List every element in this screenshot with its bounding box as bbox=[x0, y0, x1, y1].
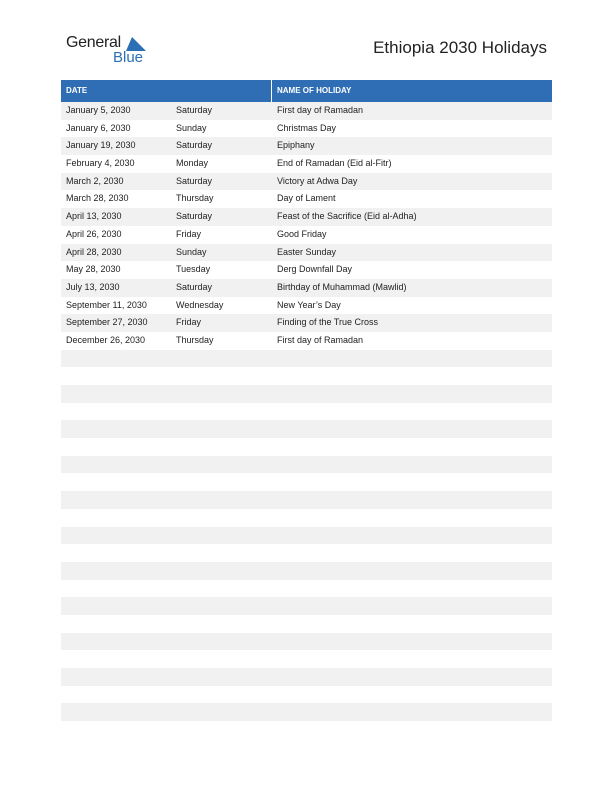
holiday-name: First day of Ramadan bbox=[277, 105, 364, 115]
empty-table-row bbox=[61, 544, 552, 562]
holiday-weekday: Sunday bbox=[176, 122, 207, 133]
table-row bbox=[61, 314, 552, 332]
empty-table-row bbox=[61, 580, 552, 598]
holiday-date: January 5, 2030 bbox=[66, 105, 131, 115]
holiday-weekday: Friday bbox=[176, 317, 202, 328]
holiday-date: September 27, 2030 bbox=[66, 317, 148, 328]
holiday-table bbox=[61, 80, 552, 721]
holiday-weekday: Friday bbox=[176, 228, 202, 239]
holiday-name: Christmas Day bbox=[277, 122, 337, 133]
header-divider bbox=[271, 80, 272, 102]
table-row bbox=[61, 297, 552, 315]
holiday-name: Derg Downfall Day bbox=[277, 264, 353, 275]
empty-table-row bbox=[61, 491, 552, 509]
holiday-name: Good Friday bbox=[277, 228, 327, 239]
table-row bbox=[61, 137, 552, 155]
page-title: Ethiopia 2030 Holidays bbox=[373, 38, 547, 57]
empty-table-row bbox=[61, 668, 552, 686]
holiday-weekday: Thursday bbox=[176, 193, 214, 204]
holiday-weekday: Sunday bbox=[176, 246, 207, 257]
holiday-weekday: Wednesday bbox=[176, 299, 224, 310]
holiday-name: First day of Ramadan bbox=[277, 334, 364, 345]
holiday-name: End of Ramadan (Eid al-Fitr) bbox=[277, 158, 392, 169]
table-row bbox=[61, 102, 552, 120]
holiday-weekday: Monday bbox=[176, 158, 209, 169]
empty-table-row bbox=[61, 350, 552, 368]
holiday-date: March 2, 2030 bbox=[66, 175, 124, 186]
holiday-date: April 13, 2030 bbox=[66, 211, 122, 222]
table-body bbox=[61, 102, 552, 721]
holiday-date: February 4, 2030 bbox=[66, 158, 135, 169]
header-holiday-name: NAME OF HOLIDAY bbox=[277, 86, 352, 95]
empty-table-row bbox=[61, 686, 552, 704]
table-row bbox=[61, 120, 552, 138]
holiday-weekday: Saturday bbox=[176, 281, 213, 292]
empty-table-row bbox=[61, 385, 552, 403]
generalblue-logo bbox=[66, 34, 156, 70]
holiday-date: April 28, 2030 bbox=[66, 246, 122, 257]
table-row bbox=[61, 226, 552, 244]
empty-table-row bbox=[61, 615, 552, 633]
holiday-weekday: Saturday bbox=[176, 105, 213, 115]
empty-table-row bbox=[61, 438, 552, 456]
table-row bbox=[61, 173, 552, 191]
holiday-name: Epiphany bbox=[277, 140, 315, 151]
holiday-weekday: Saturday bbox=[176, 211, 213, 222]
holiday-date: March 28, 2030 bbox=[66, 193, 129, 204]
logo-text-blue: Blue bbox=[113, 49, 144, 66]
holiday-weekday: Thursday bbox=[176, 334, 214, 345]
holiday-name: Finding of the True Cross bbox=[277, 317, 379, 328]
header-date: DATE bbox=[66, 86, 88, 95]
holiday-name: Feast of the Sacrifice (Eid al-Adha) bbox=[277, 211, 417, 222]
table-row bbox=[61, 208, 552, 226]
empty-table-row bbox=[61, 456, 552, 474]
holiday-name: New Year’s Day bbox=[277, 299, 341, 310]
empty-table-row bbox=[61, 633, 552, 651]
holiday-name: Victory at Adwa Day bbox=[277, 175, 358, 186]
logo-text-general: General bbox=[66, 34, 121, 51]
holiday-weekday: Saturday bbox=[176, 140, 213, 151]
holiday-date: January 19, 2030 bbox=[66, 140, 136, 151]
holiday-name: Day of Lament bbox=[277, 193, 336, 204]
empty-table-row bbox=[61, 509, 552, 527]
holiday-date: September 11, 2030 bbox=[66, 299, 147, 310]
table-row bbox=[61, 190, 552, 208]
empty-table-row bbox=[61, 403, 552, 421]
table-row bbox=[61, 261, 552, 279]
table-header bbox=[61, 80, 552, 102]
holiday-name: Easter Sunday bbox=[277, 246, 337, 257]
holiday-date: January 6, 2030 bbox=[66, 122, 131, 133]
holiday-name: Birthday of Muhammad (Mawlid) bbox=[277, 281, 407, 292]
table-row bbox=[61, 244, 552, 262]
empty-table-row bbox=[61, 420, 552, 438]
table-row bbox=[61, 155, 552, 173]
holiday-date: May 28, 2030 bbox=[66, 264, 121, 275]
empty-table-row bbox=[61, 703, 552, 721]
empty-table-row bbox=[61, 367, 552, 385]
empty-table-row bbox=[61, 597, 552, 615]
empty-table-row bbox=[61, 527, 552, 545]
holiday-date: December 26, 2030 bbox=[66, 334, 146, 345]
empty-table-row bbox=[61, 562, 552, 580]
holiday-weekday: Saturday bbox=[176, 175, 213, 186]
empty-table-row bbox=[61, 473, 552, 491]
holiday-weekday: Tuesday bbox=[176, 264, 211, 275]
table-row bbox=[61, 332, 552, 350]
holiday-date: April 26, 2030 bbox=[66, 228, 122, 239]
empty-table-row bbox=[61, 650, 552, 668]
holiday-date: July 13, 2030 bbox=[66, 281, 120, 292]
table-row bbox=[61, 279, 552, 297]
